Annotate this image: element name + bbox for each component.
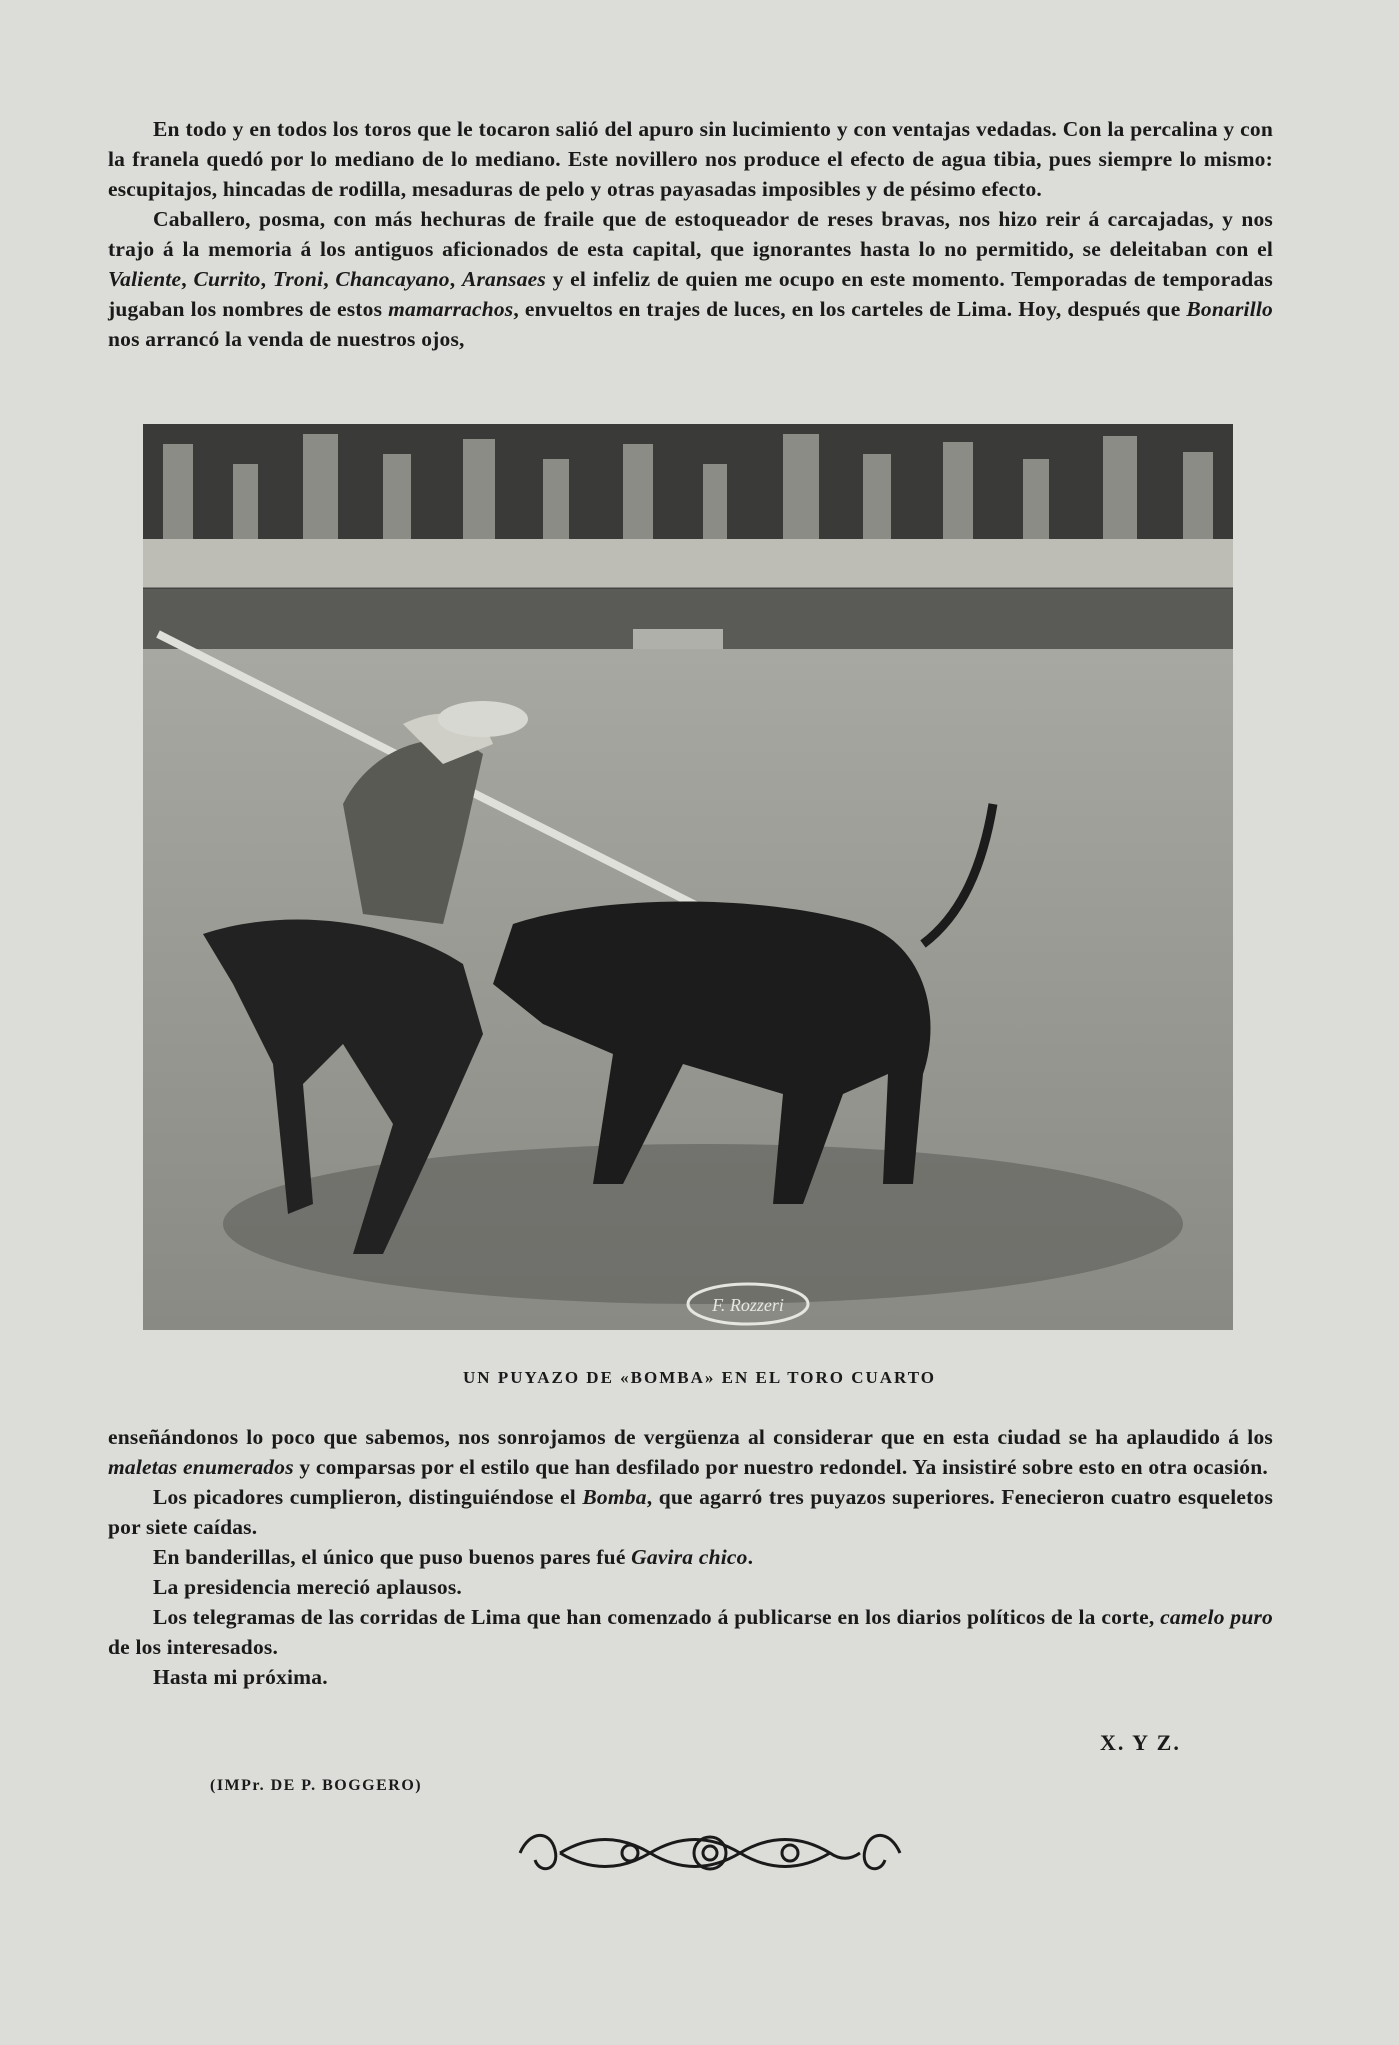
imprint: (IMPr. DE P. BOGGERO) [210,1777,423,1794]
signature: X. Y Z. [1100,1730,1181,1755]
paragraph-1: En todo y en todos los toros que le tocaron salió del apuro sin lucimiento y con ventajas vedadas. Con la percalina y con la franela quedó por lo mediano de lo mediano. Este novillero nos produce el efecto de agua tibia, pues siempre lo mismo: escupitajos, hincadas de rodilla, mesaduras de pelo y otras payasadas imposibles y de pésimo efecto. [108,117,1273,201]
paragraph-4: Los picadores cumplieron, distinguiéndose el Bomba, que agarró tres puyazos superiores. Fenecieron cuatro esqueletos por siete caídas. [108,1485,1274,1539]
decorative-ornament [510,1820,910,1886]
paragraph-6: La presidencia mereció aplausos. [153,1575,462,1599]
paragraph-7: Los telegramas de las corridas de Lima que han comenzado á publicarse en los diarios políticos de la corte, camelo puro de los interesados. [108,1605,1273,1659]
paragraph-3: enseñándonos lo poco que sabemos, nos sonrojamos de vergüenza al considerar que en esta ciudad se ha aplaudido á los maletas enumerados y comparsas por el estilo que han desfilado por nuestro redondel. Ya insistiré sobre esto en otra ocasión. [108,1425,1273,1479]
paragraph-8: Hasta mi próxima. [153,1665,328,1689]
paragraph-5: En banderillas, el único que puso buenos pares fué Gavira chico. [153,1545,754,1569]
photo-credit: F. Rozzeri [712,1295,784,1315]
photo-caption: UN PUYAZO DE «BOMBA» EN EL TORO CUARTO [463,1368,936,1387]
bullfight-photo [143,424,1233,1330]
bottom-text [108,1422,1273,1692]
paragraph-2: Caballero, posma, con más hechuras de fraile que de estoqueador de reses bravas, nos hizo reir á carcajadas, y nos trajo á la memoria á los antiguos aficionados de esta capital, que ignorantes hasta lo no permitido, se deleitaban con el Valiente, Currito, Troni, Chancayano, Aransaes y el infeliz de quien me ocupo en este momento. Temporadas de temporadas jugaban los nombres de estos mamarrachos, envueltos en trajes de luces, en los carteles de Lima. Hoy, después que Bonarillo nos arrancó la venda de nuestros ojos, [108,207,1274,351]
top-text [108,114,1273,354]
